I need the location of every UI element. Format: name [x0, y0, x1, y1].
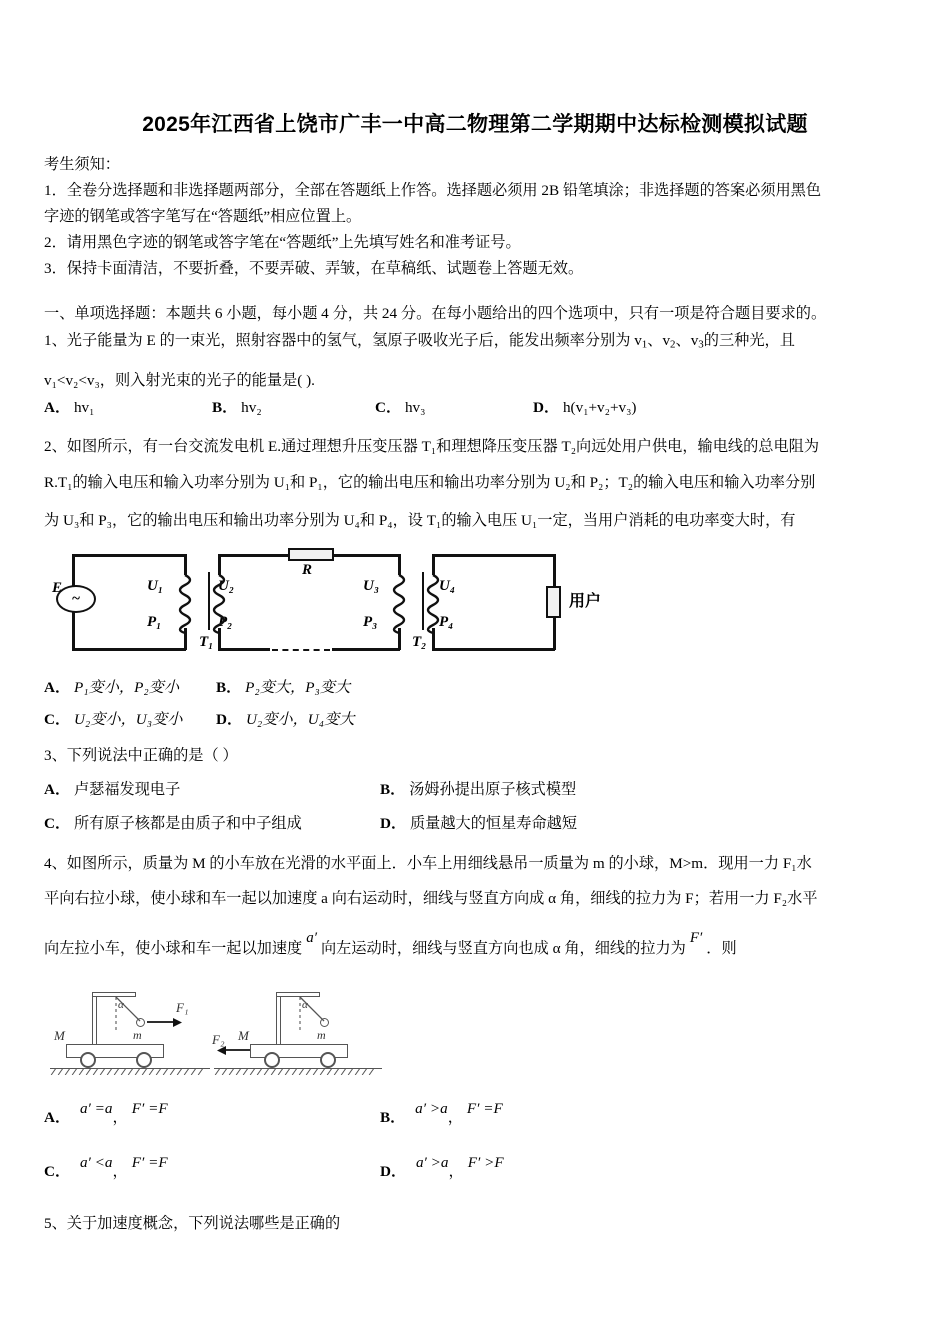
q4-option-a[interactable] — [44, 1100, 168, 1127]
q3-option-d-text: 质量越大的恒星寿命越短 — [409, 815, 578, 832]
q4-accel-prime: a′ — [306, 930, 317, 946]
circuit-label-E: E — [52, 580, 63, 596]
q4-option-a-expr2: F′ =F — [131, 1100, 168, 1117]
circuit-label-P2: P₂ — [218, 614, 233, 630]
circuit-label-R: R — [302, 562, 313, 578]
q2-stem-line3: 为 U₃和 P₃，它的输出电压和输出功率分别为 U₄和 P₄，设 T₁的输入电压 U₁一定，当用户消耗的电功率变大时，有 — [44, 512, 796, 529]
q2-options-row2 — [44, 708, 912, 732]
q1-option-a[interactable] — [44, 396, 94, 417]
q1-option-d-key: D． — [533, 399, 560, 416]
q1-option-a-key: A． — [44, 399, 71, 416]
cart-2-strings — [222, 988, 397, 1074]
q4-option-d-expr1: a′ >a — [415, 1154, 449, 1171]
q4-stem-line1: 4、如图所示，质量为 M 的小车放在光滑的水平面上．小车上用细线悬吊一质量为 m 的小球，M>m．现用一力 F₁水 — [44, 855, 812, 872]
q3-option-b-key: B． — [380, 781, 406, 798]
q2-option-d-key: D． — [216, 711, 243, 728]
section-heading-block — [44, 300, 912, 327]
q2-option-c-text: U₂变小，U₃变小 — [73, 711, 183, 728]
q1-stem-line2: v₁<v₂<v₃，则入射光束的光子的能量是( ). — [44, 371, 315, 389]
q3-option-c-key: C． — [44, 815, 71, 832]
cart-2-label-M: M — [238, 1028, 249, 1043]
cart-diagram-1 — [50, 988, 225, 1074]
circuit-label-U4: U₄ — [439, 578, 456, 594]
q4-option-c-comma: ， — [112, 1163, 128, 1180]
q3-option-d[interactable] — [380, 812, 577, 833]
q1-option-a-text: hv₁ — [73, 399, 95, 416]
q1-option-b-text: hv₂ — [241, 399, 262, 416]
notice-block — [44, 152, 912, 282]
circuit-label-U1: U₁ — [147, 578, 164, 594]
q2-option-a-text: P₁变小，P₂变小 — [73, 679, 180, 696]
cart-2-label-m: m — [317, 1028, 326, 1042]
circuit-label-P1: P₁ — [147, 614, 162, 630]
notice-heading: 考生须知： — [44, 156, 120, 173]
circuit-label-T1: T₁ — [199, 634, 214, 650]
q2-option-a[interactable] — [44, 676, 179, 697]
q1-option-c-key: C． — [375, 399, 402, 416]
q3-option-c-text: 所有原子核都是由质子和中子组成 — [73, 815, 302, 832]
load-label-user: 用户 — [569, 593, 602, 610]
q1-text-b: 、v — [647, 332, 671, 349]
q2-option-d-text: U₂变小，U₄变大 — [245, 711, 355, 728]
circuit-label-U3: U₃ — [363, 578, 380, 594]
q4-option-a-expr1: a′ =a — [79, 1100, 113, 1117]
q3-option-c[interactable] — [44, 812, 302, 833]
q1-option-b-key: B． — [212, 399, 238, 416]
circuit-label-U2: U₂ — [218, 578, 235, 594]
q2-options-row1 — [44, 676, 912, 700]
q2-option-b-key: B． — [216, 679, 242, 696]
q4-option-a-comma: ， — [112, 1109, 128, 1126]
cart-2-label-F2: F₂ — [212, 1032, 225, 1047]
q4-cart-diagrams — [50, 988, 450, 1074]
q2-option-c-key: C． — [44, 711, 71, 728]
cart-1-label-F1: F₁ — [176, 1000, 189, 1015]
q4-stem-line3 — [44, 918, 912, 980]
q2-option-a-key: A． — [44, 679, 71, 696]
q1-text-d: 的三种光，且 — [703, 332, 795, 349]
cart-2-label-alpha: α — [302, 999, 308, 1011]
q4-option-d-expr2: F′ >F — [467, 1154, 504, 1171]
cart-1-label-alpha: α — [118, 999, 124, 1011]
q1-text-a: 1、光子能量为 E 的一束光，照射容器中的氢气，氢原子吸收光子后，能发出频率分别为 v — [44, 332, 642, 349]
q2-stem-line1: 2、如图所示，有一台交流发电机 E.通过理想升压变压器 T₁和理想降压变压器 T₂向远处用户供电，输电线的总电阻为 — [44, 438, 820, 455]
q3-option-b[interactable] — [380, 778, 576, 799]
q3-option-d-key: D． — [380, 815, 407, 832]
question-3-block — [44, 742, 912, 770]
ac-symbol-tilde: ~ — [72, 590, 80, 607]
q4-option-d-comma: ， — [448, 1163, 464, 1180]
q4-text-a: 向左拉小车，使小球和车一起以加速度 — [44, 940, 303, 957]
q3-option-b-text: 汤姆孙提出原子核式模型 — [409, 781, 577, 798]
q3-option-a[interactable] — [44, 778, 180, 799]
q2-circuit-diagram — [50, 548, 620, 658]
q1-option-d[interactable] — [533, 396, 636, 417]
notice-item-3: 3．保持卡面清洁，不要折叠，不要弄破、弄皱，在草稿纸、试题卷上答题无效。 — [44, 260, 584, 277]
q2-stem-line2: R.T₁的输入电压和输入功率分别为 U₁和 P₁，它的输出电压和输出功率分别为 U₂和 P₂；T₂的输入电压和输入功率分别 — [44, 474, 816, 491]
cart-1-strings — [50, 988, 225, 1074]
transformer-coils — [50, 548, 620, 658]
question-5-block — [44, 1210, 912, 1238]
q2-option-b[interactable] — [216, 676, 350, 697]
q1-option-b[interactable] — [212, 396, 262, 417]
q4-option-c-key: C． — [44, 1163, 71, 1180]
q1-options — [44, 396, 912, 420]
q4-option-d-key: D． — [380, 1163, 407, 1180]
cart-1-label-M: M — [54, 1028, 65, 1043]
question-2-block — [44, 430, 912, 540]
q1-option-c[interactable] — [375, 396, 425, 417]
q4-options-row2 — [44, 1152, 912, 1192]
q2-option-c[interactable] — [44, 708, 182, 729]
q3-options-row1 — [44, 778, 912, 802]
circuit-label-P4: P₄ — [439, 614, 454, 630]
question-4-block — [44, 848, 912, 980]
q4-option-b-comma: ， — [447, 1109, 463, 1126]
q4-option-b[interactable] — [380, 1100, 503, 1127]
q4-option-c-expr1: a′ <a — [79, 1154, 113, 1171]
circuit-label-T2: T₂ — [412, 634, 427, 650]
q1-option-d-text: h(v₁+v₂+v₃) — [562, 399, 637, 416]
q1-stem-line1: 1、光子能量为 E 的一束光，照射容器中的氢气，氢原子吸收光子后，能发出频率分别为 $v_1$、$v_2$、$v_3$的三种光，且 — [44, 332, 795, 351]
q4-stem-line2: 平向右拉小球，使小球和车一起以加速度 a 向右运动时，细线与竖直方向成 α 角，细线的拉力为 F；若用一力 F₂水平 — [44, 890, 818, 907]
q3-stem: 3、下列说法中正确的是（ ） — [44, 747, 238, 764]
q4-options-row1 — [44, 1098, 912, 1138]
q4-text-e: ．则 — [706, 940, 737, 957]
q3-option-a-text: 卢瑟福发现电子 — [73, 781, 181, 798]
circuit-label-P3: P₃ — [363, 614, 378, 630]
cart-1-label-m: m — [133, 1028, 142, 1042]
q4-option-b-expr2: F′ =F — [466, 1100, 503, 1117]
q1-option-c-text: hv₃ — [404, 399, 426, 416]
question-1-block — [44, 327, 912, 403]
notice-item-1-cont: 字迹的钢笔或答字笔写在“答题纸”相应位置上。 — [44, 208, 362, 225]
q1-text-c: 、v — [675, 332, 699, 349]
q4-option-b-key: B． — [380, 1109, 406, 1126]
section-heading: 一、单项选择题：本题共 6 小题，每小题 4 分，共 24 分。在每小题给出的四个选项中，只有一项是符合题目要求的。 — [44, 305, 827, 322]
notice-item-2: 2．请用黑色字迹的钢笔或答字笔在“答题纸”上先填写姓名和准考证号。 — [44, 234, 521, 251]
q4-text-c: 向左运动时，细线与竖直方向也成 α 角，细线的拉力为 — [320, 940, 686, 957]
cart-diagram-2 — [212, 988, 397, 1074]
notice-item-1: 1．全卷分选择题和非选择题两部分，全部在答题纸上作答。选择题必须用 2B 铅笔填涂；非选择题的答案必须用黑色 — [44, 182, 822, 199]
q2-option-d[interactable] — [216, 708, 354, 729]
page-title: 2025年江西省上饶市广丰一中高二物理第二学期期中达标检测模拟试题 — [142, 113, 808, 136]
q3-option-a-key: A． — [44, 781, 71, 798]
q2-option-b-text: P₂变大，P₃变大 — [245, 679, 351, 696]
q4-option-c[interactable] — [44, 1154, 168, 1181]
q4-option-a-key: A． — [44, 1109, 71, 1126]
q5-stem: 5、关于加速度概念，下列说法哪些是正确的 — [44, 1215, 341, 1232]
q4-option-b-expr1: a′ >a — [415, 1100, 448, 1117]
q4-option-d[interactable] — [380, 1154, 504, 1181]
q4-force-prime: F′ — [689, 930, 703, 946]
q4-option-c-expr2: F′ =F — [131, 1154, 168, 1171]
q3-options-row2 — [44, 812, 912, 836]
